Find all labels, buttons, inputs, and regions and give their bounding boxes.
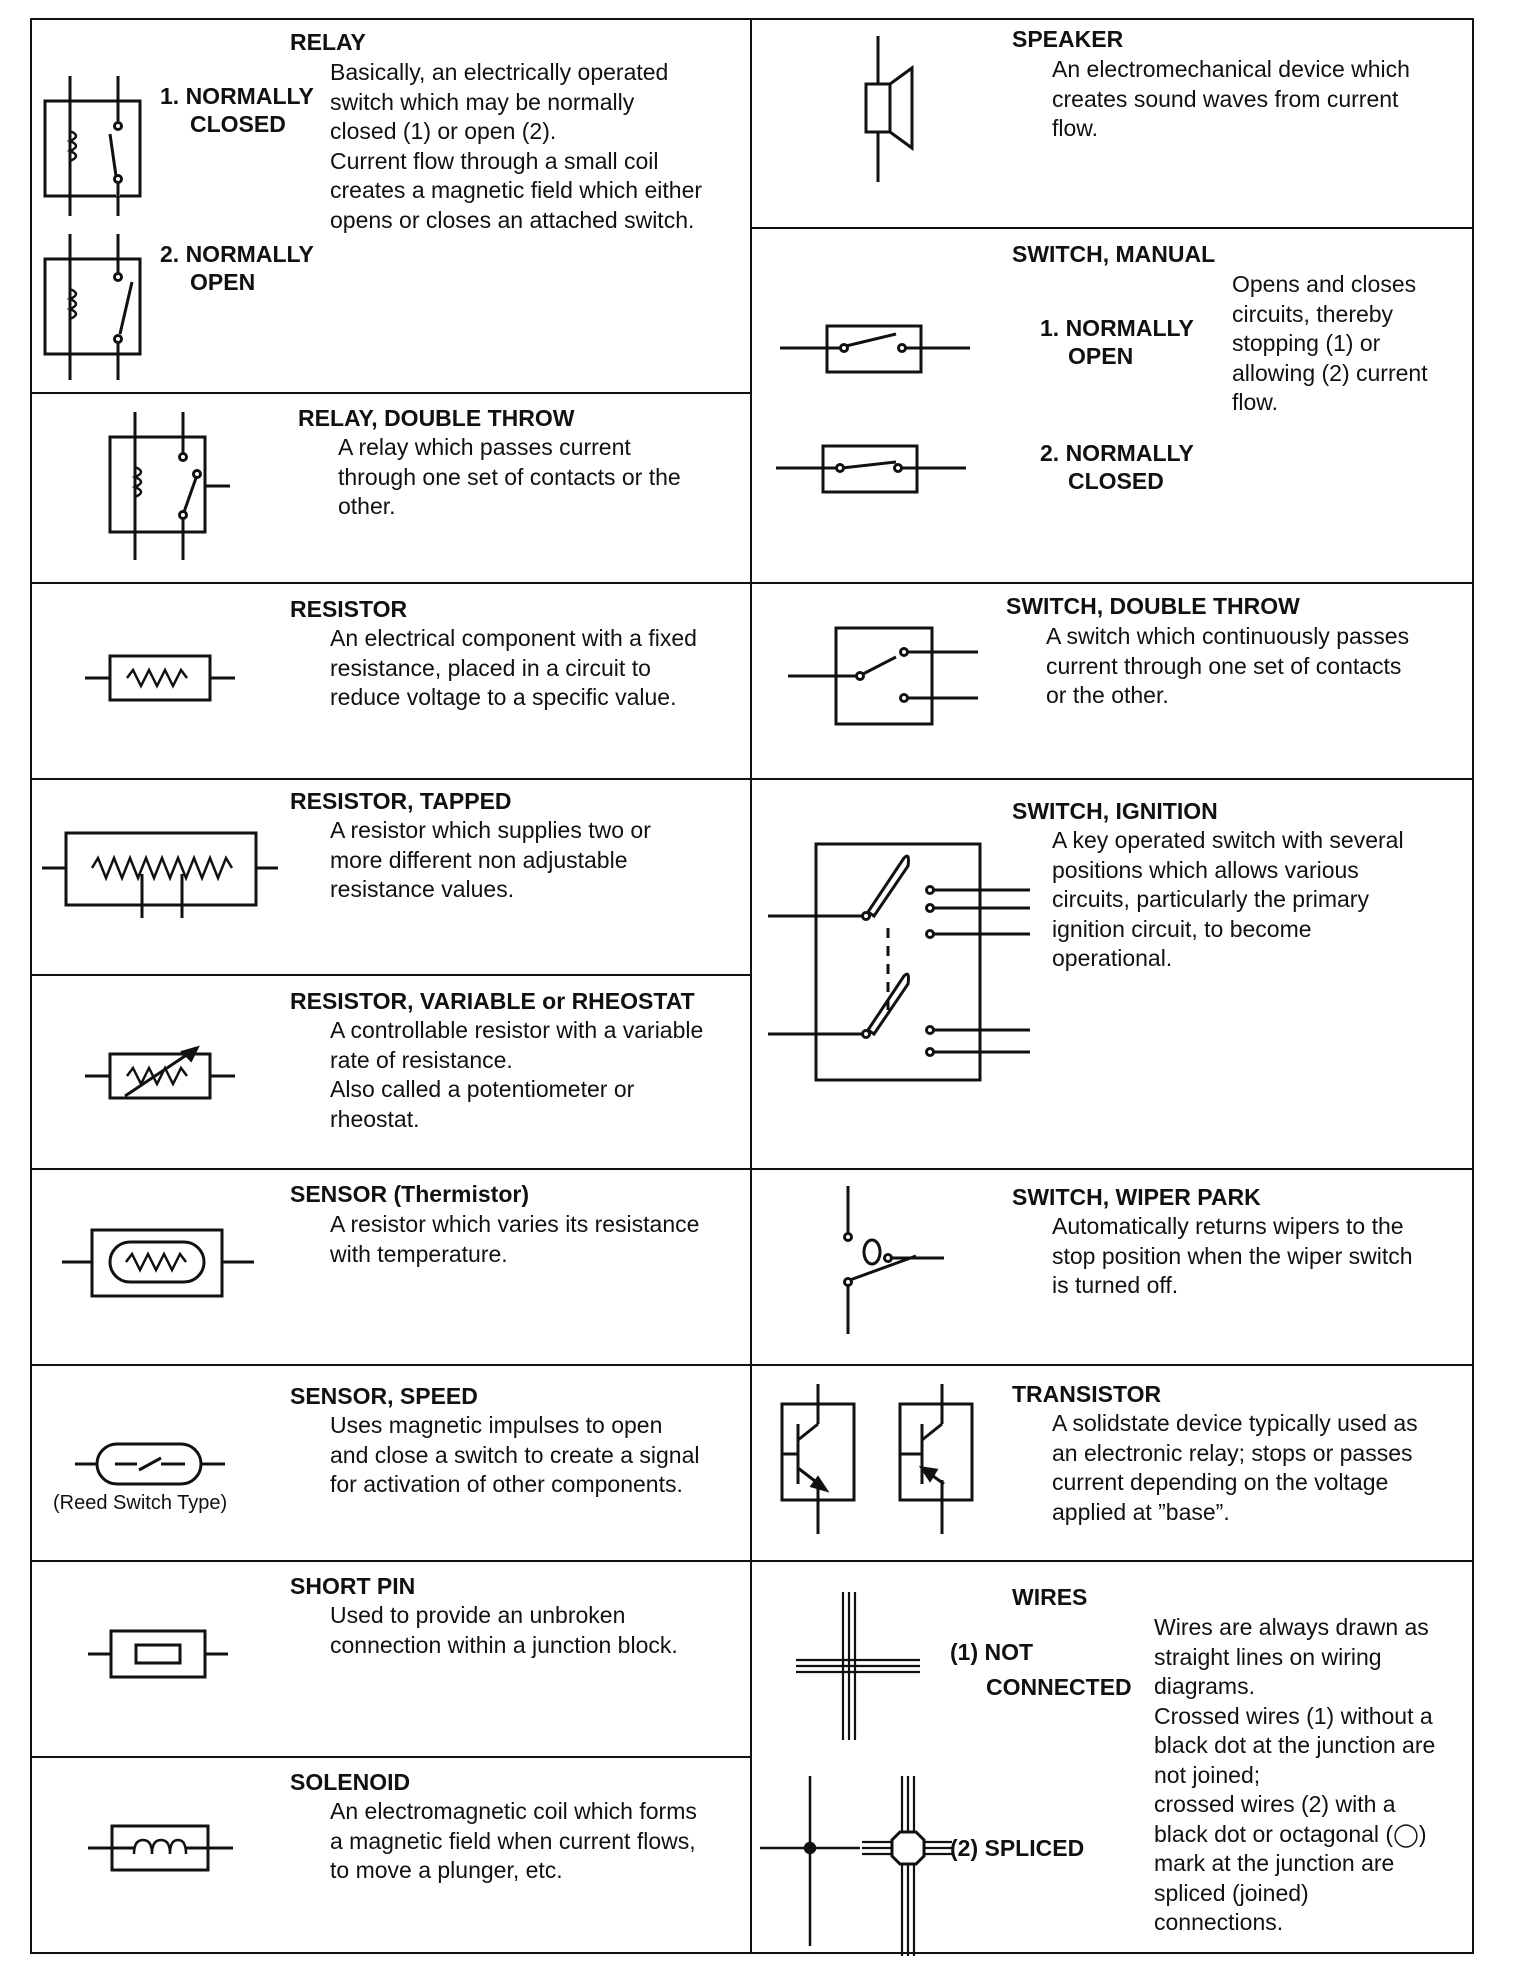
transistor-desc-line: applied at ”base”. [1052,1498,1230,1525]
ignition-switch-symbol [768,838,1030,1086]
switch-manual-normally-open-label: 1. NORMALLY [1040,315,1194,341]
resistor-variable-desc-line: Also called a potentiometer or [330,1076,635,1102]
ignition-switch-desc-line: ignition circuit, to become [1052,915,1312,942]
thermistor-desc-line: A resistor which varies its resistance [330,1211,700,1237]
relay-double-throw-symbol [100,412,230,560]
wires-not-connected-label-2: CONNECTED [986,1674,1132,1700]
wires-desc-line: crossed wires (2) with a [1154,1791,1396,1817]
wiper-park-switch-description [1052,1212,1413,1301]
resistor-desc-line: reduce voltage to a specific value. [330,684,677,710]
speaker-symbol [860,36,920,182]
wires-desc-line: black dot at the junction are [1154,1732,1436,1758]
resistor-symbol [85,650,235,706]
switch-manual-description [1232,270,1428,418]
wires-not-connected-label: (1) NOT [950,1639,1034,1665]
wires-desc-line: Crossed wires (1) without a [1154,1702,1433,1729]
speed-sensor-description [330,1411,699,1500]
row-divider [750,778,1474,780]
relay-description [330,58,702,235]
relay-title: RELAY [290,29,366,55]
transistor-desc-line: A solidstate device typically used as [1052,1410,1418,1436]
wiper-park-switch-desc-line: stop position when the wiper switch [1052,1242,1413,1269]
row-divider [30,1168,751,1170]
wires-title: WIRES [1012,1584,1088,1610]
wires-desc-line: not joined; [1154,1761,1261,1788]
ignition-switch-desc-line: positions which allows various [1052,856,1359,883]
resistor-tapped-title: RESISTOR, TAPPED [290,788,512,814]
thermistor-title: SENSOR (Thermistor) [290,1181,529,1207]
wiper-park-switch-desc-line: is turned off. [1052,1272,1179,1298]
resistor-variable-desc-line: rheostat. [330,1105,420,1132]
switch-double-throw-desc-line: current through one set of contacts [1046,652,1402,679]
relay-desc-line: creates a magnetic field which either [330,177,703,203]
row-divider [30,1364,751,1366]
thermistor-symbol [62,1228,254,1298]
switch-double-throw-title: SWITCH, DOUBLE THROW [1006,593,1300,619]
row-divider [750,1364,1474,1366]
wires-desc-line: straight lines on wiring [1154,1643,1382,1670]
wires-spliced-octagon-symbol [862,1776,952,1956]
speed-sensor-desc-line: for activation of other components. [330,1471,683,1497]
relay-double-throw-description [338,433,681,522]
wires-desc-line: diagrams. [1154,1673,1255,1699]
relay-double-throw-desc-line: other. [338,493,396,519]
wiper-park-switch-desc-line: Automatically returns wipers to the [1052,1213,1404,1239]
ignition-switch-title: SWITCH, IGNITION [1012,798,1218,824]
speed-sensor-desc-line: Uses magnetic impulses to open [330,1412,663,1438]
wires-desc-line: black dot or octagonal (◯) [1154,1820,1427,1847]
solenoid-desc-line: An electromagnetic coil which forms [330,1798,697,1824]
row-divider [750,227,1474,229]
switch-manual-desc-line: allowing (2) current [1232,359,1428,386]
relay-desc-line: opens or closes an attached switch. [330,206,695,233]
resistor-tapped-desc-line: more different non adjustable [330,846,628,873]
column-divider [750,18,752,1954]
ignition-switch-desc-line: operational. [1052,945,1173,971]
ignition-switch-desc-line: circuits, particularly the primary [1052,886,1369,912]
switch-double-throw-desc-line: or the other. [1046,682,1169,708]
short-pin-desc-line: connection within a junction block. [330,1631,678,1658]
switch-manual-normally-open-label-2: OPEN [1068,343,1134,369]
switch-manual-normally-closed-label-2: CLOSED [1068,468,1164,494]
row-divider [30,392,751,394]
relay-desc-line: Basically, an electrically operated [330,59,669,85]
row-divider [750,1168,1474,1170]
speaker-description [1052,55,1410,144]
wires-desc-line: connections. [1154,1909,1284,1935]
solenoid-desc-line: a magnetic field when current flows, [330,1827,696,1854]
relay-desc-line: Current flow through a small coil [330,147,659,174]
relay-normally-closed-label: 1. NORMALLY [160,83,314,109]
wires-spliced-dot-symbol [760,1776,860,1946]
speaker-desc-line: An electromechanical device which [1052,56,1410,82]
switch-manual-desc-line: stopping (1) or [1232,330,1381,356]
switch-manual-desc-line: circuits, thereby [1232,300,1394,327]
speed-sensor-desc-line: and close a switch to create a signal [330,1441,700,1468]
row-divider [30,1560,751,1562]
switch-manual-title: SWITCH, MANUAL [1012,241,1216,267]
wires-spliced-label: (2) SPLICED [950,1835,1085,1861]
solenoid-title: SOLENOID [290,1769,411,1795]
switch-double-throw-description [1046,622,1409,711]
relay-normally-open-symbol [40,234,150,380]
resistor-variable-title: RESISTOR, VARIABLE or RHEOSTAT [290,988,695,1014]
short-pin-description [330,1601,678,1660]
transistor-desc-line: an electronic relay; stops or passes [1052,1439,1413,1466]
resistor-title: RESISTOR [290,596,408,622]
resistor-tapped-description [330,816,651,905]
speed-sensor-symbol [75,1440,225,1488]
row-divider [750,582,1474,584]
thermistor-description [330,1210,699,1269]
row-divider [30,778,751,780]
resistor-desc-line: An electrical component with a fixed [330,625,697,651]
resistor-tapped-symbol [42,828,278,918]
wiper-park-switch-symbol [830,1186,950,1334]
wiper-park-switch-title: SWITCH, WIPER PARK [1012,1184,1261,1210]
short-pin-desc-line: Used to provide an unbroken [330,1602,626,1628]
relay-desc-line: closed (1) or open (2). [330,118,557,144]
relay-double-throw-desc-line: A relay which passes current [338,434,631,460]
resistor-variable-description [330,1016,703,1134]
ignition-switch-description [1052,826,1404,974]
resistor-desc-line: resistance, placed in a circuit to [330,654,651,681]
resistor-description [330,624,697,713]
solenoid-symbol [88,1822,233,1872]
thermistor-desc-line: with temperature. [330,1240,508,1267]
speaker-title: SPEAKER [1012,26,1124,52]
speed-sensor-title: SENSOR, SPEED [290,1383,478,1409]
transistor-description [1052,1409,1418,1527]
resistor-tapped-desc-line: resistance values. [330,876,515,902]
short-pin-title: SHORT PIN [290,1573,416,1599]
wires-desc-line: spliced (joined) [1154,1879,1309,1906]
switch-manual-normally-open-symbol [780,322,970,374]
wires-desc-line: mark at the junction are [1154,1850,1395,1876]
ignition-switch-desc-line: A key operated switch with several [1052,827,1404,853]
relay-normally-closed-label-2: CLOSED [190,111,286,137]
solenoid-desc-line: to move a plunger, etc. [330,1857,563,1883]
switch-manual-normally-closed-symbol [776,442,966,494]
row-divider [30,582,751,584]
resistor-variable-symbol [85,1042,235,1106]
row-divider [30,974,751,976]
resistor-variable-desc-line: rate of resistance. [330,1046,513,1073]
resistor-tapped-desc-line: A resistor which supplies two or [330,817,651,843]
row-divider [30,1756,751,1758]
switch-double-throw-desc-line: A switch which continuously passes [1046,623,1410,649]
transistor-pnp-symbol [892,1384,982,1534]
speaker-desc-line: flow. [1052,115,1099,141]
switch-manual-desc-line: Opens and closes [1232,271,1417,297]
switch-manual-desc-line: flow. [1232,389,1279,415]
switch-manual-normally-closed-label: 2. NORMALLY [1040,440,1194,466]
speed-sensor-caption: (Reed Switch Type) [53,1492,228,1514]
wires-description [1154,1613,1435,1938]
resistor-variable-desc-line: A controllable resistor with a variable [330,1017,704,1043]
short-pin-symbol [88,1628,228,1680]
transistor-npn-symbol [778,1384,868,1534]
relay-normally-open-label-2: OPEN [190,269,256,295]
wires-desc-line: Wires are always drawn as [1154,1614,1429,1640]
wires-not-connected-symbol [796,1592,920,1740]
relay-normally-open-label: 2. NORMALLY [160,241,314,267]
relay-normally-closed-symbol [40,76,150,216]
transistor-desc-line: current depending on the voltage [1052,1469,1389,1495]
switch-double-throw-symbol [788,626,978,726]
transistor-title: TRANSISTOR [1012,1381,1162,1407]
solenoid-description [330,1797,697,1886]
row-divider [750,1560,1474,1562]
relay-desc-line: switch which may be normally [330,88,635,115]
relay-double-throw-title: RELAY, DOUBLE THROW [298,405,575,431]
relay-double-throw-desc-line: through one set of contacts or the [338,463,681,490]
speaker-desc-line: creates sound waves from current [1052,85,1399,112]
